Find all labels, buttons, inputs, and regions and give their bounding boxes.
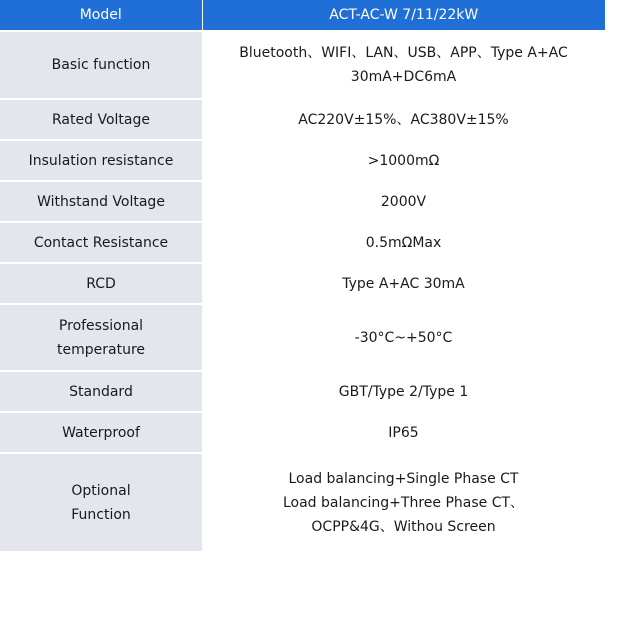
table-row <box>0 222 605 263</box>
row-value-line: OCPP&4G、Withou Screen <box>311 518 496 535</box>
row-value-standard <box>202 371 605 412</box>
row-label-line: Withstand Voltage <box>37 193 165 210</box>
row-label-standard <box>0 371 202 412</box>
row-value-basic-function <box>202 31 605 99</box>
row-label-optional-function <box>0 453 202 551</box>
row-label-line: RCD <box>86 275 116 292</box>
row-value-line: 30mA+DC6mA <box>350 69 457 85</box>
row-label-withstand-voltage <box>0 181 202 222</box>
row-value-line: >1000mΩ <box>367 152 440 169</box>
header-label-cell: Model <box>0 0 202 31</box>
table-row <box>0 181 605 222</box>
row-label-line: Contact Resistance <box>33 234 169 251</box>
row-value-waterproof <box>202 412 605 453</box>
row-label-insulation-resistance <box>0 140 202 181</box>
row-label-basic-function <box>0 31 202 99</box>
row-value-contact-resistance <box>202 222 605 263</box>
row-value-optional-function <box>202 453 605 551</box>
row-label-line: Standard <box>69 383 133 400</box>
row-value-line: -30°C~+50°C <box>354 329 453 346</box>
row-value-rated-voltage <box>202 99 605 140</box>
row-value-line: 2000V <box>380 193 427 210</box>
row-value-line: Load balancing+Three Phase CT、 <box>282 494 525 511</box>
row-label-contact-resistance <box>0 222 202 263</box>
row-value-withstand-voltage <box>202 181 605 222</box>
row-label-rcd <box>0 263 202 304</box>
row-value-line: Type A+AC 30mA <box>342 275 465 292</box>
table-row <box>0 140 605 181</box>
row-label-line: Function <box>71 506 131 523</box>
row-value-line: AC220V±15%、AC380V±15% <box>298 111 509 128</box>
row-value-line: 0.5mΩMax <box>365 234 442 251</box>
table-row <box>0 371 605 412</box>
table-row <box>0 263 605 304</box>
row-label-line: Insulation resistance <box>28 152 174 169</box>
row-label-waterproof <box>0 412 202 453</box>
table-row <box>0 31 605 99</box>
row-label-line: Basic function <box>51 57 151 73</box>
table-row <box>0 99 605 140</box>
row-label-line: Optional <box>71 482 131 499</box>
row-value-professional-temperature <box>202 304 605 371</box>
row-value-line: IP65 <box>388 424 419 441</box>
row-value-line: Bluetooth、WIFI、LAN、USB、APP、Type A+AC <box>239 45 568 61</box>
header-model-cell: ACT-AC-W 7/11/22kW <box>202 0 605 31</box>
table-header-row <box>0 0 605 31</box>
row-value-line: Load balancing+Single Phase CT <box>288 470 519 487</box>
row-label-professional-temperature <box>0 304 202 371</box>
table-row <box>0 304 605 371</box>
row-label-line: temperature <box>57 341 145 358</box>
row-value-line: GBT/Type 2/Type 1 <box>338 383 469 400</box>
table-row <box>0 453 605 551</box>
table-row <box>0 412 605 453</box>
row-label-line: Rated Voltage <box>52 111 150 128</box>
row-value-rcd <box>202 263 605 304</box>
row-label-line: Professional <box>58 317 144 334</box>
row-label-rated-voltage <box>0 99 202 140</box>
row-value-insulation-resistance <box>202 140 605 181</box>
row-label-line: Waterproof <box>62 424 140 441</box>
